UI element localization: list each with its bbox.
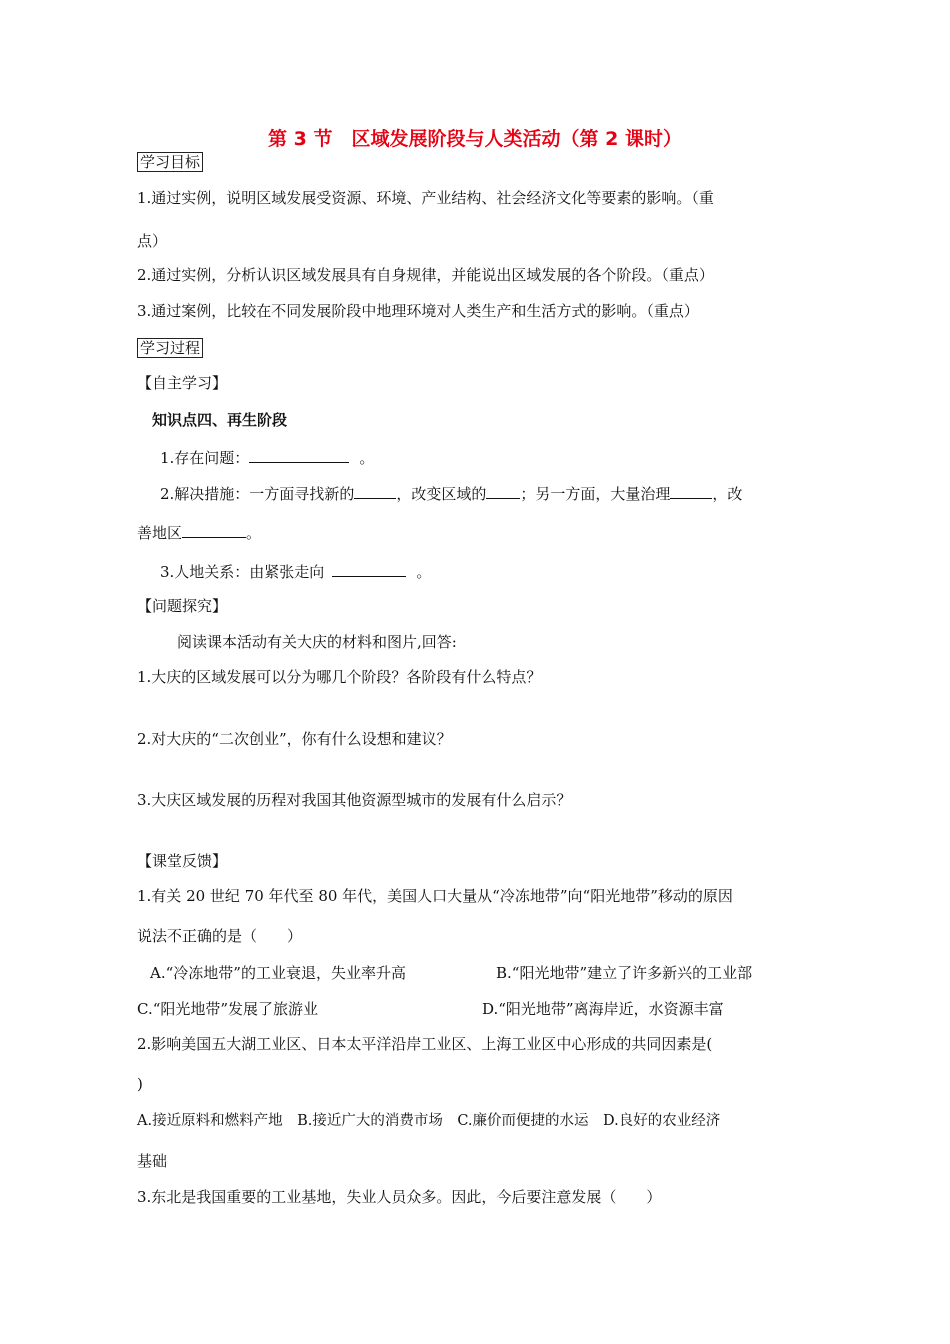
feedback-q1-option-c: C.“阳光地带”发展了旅游业 — [137, 1000, 319, 1018]
page-title: 第 3 节 区域发展阶段与人类活动（第 2 课时） — [268, 128, 682, 150]
q2-blank-2[interactable] — [486, 483, 520, 499]
q2-part-e: 善地区 — [137, 524, 183, 542]
self-study-heading: 【自主学习】 — [137, 374, 228, 392]
q2-blank-3[interactable] — [670, 483, 712, 499]
feedback-q2-cont: ) — [137, 1075, 143, 1093]
q2-part-c: ；另一方面，大量治理 — [520, 485, 671, 503]
feedback-q1-cont: 说法不正确的是（ ） — [137, 927, 303, 945]
inquiry-intro: 阅读课本活动有关大庆的材料和图片,回答: — [177, 633, 457, 651]
objective-1-cont: 点） — [137, 232, 168, 250]
q1-label: 1.存在问题： — [160, 449, 250, 467]
q3-label: 3.人地关系：由紧张走向 — [160, 563, 325, 581]
q2-part-d: ，改 — [712, 485, 743, 503]
inquiry-question-2: 2.对大庆的“二次创业”，你有什么设想和建议？ — [137, 730, 452, 748]
objectives-heading — [137, 152, 203, 172]
objective-3: 3.通过案例，比较在不同发展阶段中地理环境对人类生产和生活方式的影响。（重点） — [137, 302, 699, 320]
feedback-q1-option-a: A.“冷冻地带”的工业衰退，失业率升高 — [150, 964, 406, 982]
inquiry-question-1: 1.大庆的区域发展可以分为哪几个阶段？各阶段有什么特点？ — [137, 668, 542, 686]
q1-blank[interactable] — [249, 447, 349, 463]
feedback-q1-option-d: D.“阳光地带”离海岸近，水资源丰富 — [482, 1000, 724, 1018]
feedback-q2-options: A.接近原料和燃料产地 B.接近广大的消费市场 C.廉价而便捷的水运 D.良好的农业经济 — [137, 1113, 721, 1129]
feedback-q1: 1.有关 20 世纪 70 年代至 80 年代，美国人口大量从“冷冻地带”向“阳光地带”移动的原因 — [137, 887, 733, 905]
process-heading — [137, 338, 203, 358]
feedback-q2: 2.影响美国五大湖工业区、日本太平洋沿岸工业区、上海工业区中心形成的共同因素是( — [137, 1035, 713, 1053]
q2-part-a: 2.解决措施：一方面寻找新的 — [160, 485, 355, 503]
process-heading-label: 学习过程 — [137, 338, 203, 358]
self-study-q2-cont — [137, 522, 261, 543]
q2-blank-4[interactable] — [182, 522, 246, 538]
self-study-q1 — [160, 447, 374, 468]
feedback-heading: 【课堂反馈】 — [137, 852, 228, 870]
feedback-q3: 3.东北是我国重要的工业基地，失业人员众多。因此，今后要注意发展（ ） — [137, 1188, 662, 1206]
self-study-q2 — [160, 483, 742, 504]
objectives-heading-label: 学习目标 — [137, 152, 203, 172]
objective-1: 1.通过实例，说明区域发展受资源、环境、产业结构、社会经济文化等要素的影响。（重 — [137, 189, 714, 207]
q2-part-b: ，改变区域的 — [396, 485, 487, 503]
q2-part-f: 。 — [246, 524, 262, 542]
inquiry-question-3: 3.大庆区域发展的历程对我国其他资源型城市的发展有什么启示？ — [137, 791, 572, 809]
q3-end: 。 — [416, 563, 432, 581]
knowledge-point-heading: 知识点四、再生阶段 — [152, 411, 288, 429]
q3-blank[interactable] — [332, 561, 406, 577]
feedback-q1-option-b: B.“阳光地带”建立了许多新兴的工业部 — [496, 964, 753, 982]
inquiry-heading: 【问题探究】 — [137, 597, 228, 615]
q1-end: 。 — [359, 449, 375, 467]
feedback-q2-options-cont: 基础 — [137, 1152, 168, 1170]
q2-blank-1[interactable] — [354, 483, 396, 499]
self-study-q3 — [160, 561, 431, 582]
objective-2: 2.通过实例，分析认识区域发展具有自身规律，并能说出区域发展的各个阶段。（重点） — [137, 266, 714, 284]
